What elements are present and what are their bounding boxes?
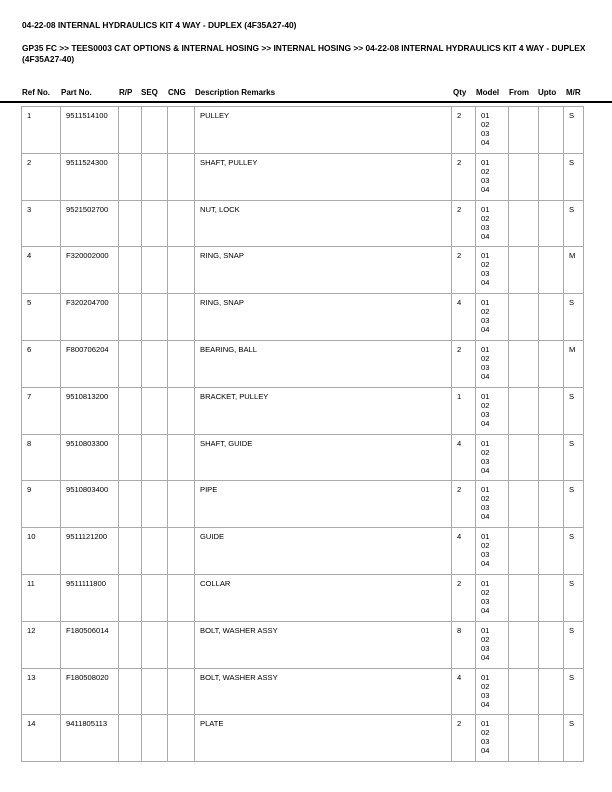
cell-upto [539, 715, 564, 762]
cell-part: F320002000 [61, 247, 119, 294]
cell-cng [168, 715, 195, 762]
cell-rp [119, 481, 142, 528]
cell-part: 9511121200 [61, 528, 119, 575]
cell-mr: S [564, 621, 584, 668]
cell-mr: S [564, 481, 584, 528]
table-row [22, 574, 584, 621]
cell-mr: S [564, 528, 584, 575]
cell-model: 01 02 03 04 [476, 247, 509, 294]
cell-seq [142, 247, 168, 294]
cell-seq [142, 434, 168, 481]
cell-upto [539, 481, 564, 528]
col-part: Part No. [61, 88, 92, 97]
cell-from [509, 481, 539, 528]
cell-mr: S [564, 200, 584, 247]
cell-rp [119, 294, 142, 341]
page-title: 04-22-08 INTERNAL HYDRAULICS KIT 4 WAY - DUPLEX (4F35A27-40) [22, 20, 297, 30]
parts-table [21, 106, 584, 762]
cell-upto [539, 668, 564, 715]
table-row [22, 294, 584, 341]
cell-part: 9510803300 [61, 434, 119, 481]
cell-qty: 2 [452, 107, 476, 154]
cell-desc: COLLAR [195, 574, 452, 621]
table-row [22, 528, 584, 575]
cell-rp [119, 340, 142, 387]
cell-mr: S [564, 574, 584, 621]
cell-desc: PIPE [195, 481, 452, 528]
cell-rp [119, 715, 142, 762]
cell-model: 01 02 03 04 [476, 434, 509, 481]
cell-desc: RING, SNAP [195, 247, 452, 294]
cell-ref: 13 [22, 668, 61, 715]
col-rp: R/P [119, 88, 133, 97]
cell-ref: 8 [22, 434, 61, 481]
cell-cng [168, 153, 195, 200]
cell-cng [168, 200, 195, 247]
table-row [22, 247, 584, 294]
cell-upto [539, 294, 564, 341]
cell-desc: BOLT, WASHER ASSY [195, 621, 452, 668]
cell-cng [168, 294, 195, 341]
cell-from [509, 247, 539, 294]
cell-part: F320204700 [61, 294, 119, 341]
cell-qty: 4 [452, 434, 476, 481]
cell-model: 01 02 03 04 [476, 294, 509, 341]
col-seq: SEQ [141, 88, 158, 97]
cell-qty: 8 [452, 621, 476, 668]
cell-seq [142, 574, 168, 621]
cell-seq [142, 294, 168, 341]
cell-mr: S [564, 294, 584, 341]
cell-rp [119, 574, 142, 621]
cell-upto [539, 200, 564, 247]
cell-from [509, 387, 539, 434]
cell-desc: PULLEY [195, 107, 452, 154]
cell-upto [539, 247, 564, 294]
cell-from [509, 668, 539, 715]
cell-seq [142, 621, 168, 668]
cell-from [509, 574, 539, 621]
cell-rp [119, 668, 142, 715]
header-divider [0, 101, 612, 103]
cell-rp [119, 387, 142, 434]
cell-ref: 4 [22, 247, 61, 294]
cell-seq [142, 153, 168, 200]
col-upto: Upto [538, 88, 557, 97]
cell-seq [142, 200, 168, 247]
cell-model: 01 02 03 04 [476, 668, 509, 715]
cell-ref: 11 [22, 574, 61, 621]
cell-from [509, 621, 539, 668]
table-row [22, 387, 584, 434]
cell-upto [539, 107, 564, 154]
cell-rp [119, 434, 142, 481]
cell-ref: 5 [22, 294, 61, 341]
cell-part: 9511514100 [61, 107, 119, 154]
table-row [22, 668, 584, 715]
cell-from [509, 528, 539, 575]
cell-model: 01 02 03 04 [476, 153, 509, 200]
breadcrumb: GP35 FC >> TEES0003 CAT OPTIONS & INTERNAL HOSING >> INTERNAL HOSING >> 04-22-08 INTERNAL HYDRAULICS KIT 4 WAY - DUPLEX (4F35A27-40) [22, 43, 586, 64]
cell-qty: 2 [452, 574, 476, 621]
cell-rp [119, 247, 142, 294]
cell-desc: PLATE [195, 715, 452, 762]
cell-qty: 2 [452, 247, 476, 294]
cell-cng [168, 621, 195, 668]
cell-cng [168, 387, 195, 434]
cell-model: 01 02 03 04 [476, 340, 509, 387]
cell-qty: 4 [452, 528, 476, 575]
cell-desc: BEARING, BALL [195, 340, 452, 387]
cell-mr: S [564, 434, 584, 481]
cell-upto [539, 574, 564, 621]
col-from: From [509, 88, 529, 97]
cell-desc: BRACKET, PULLEY [195, 387, 452, 434]
col-ref: Ref No. [22, 88, 50, 97]
col-mr: M/R [566, 88, 581, 97]
cell-from [509, 340, 539, 387]
cell-upto [539, 434, 564, 481]
table-row [22, 434, 584, 481]
cell-desc: GUIDE [195, 528, 452, 575]
table-row [22, 715, 584, 762]
table-row [22, 340, 584, 387]
cell-mr: S [564, 153, 584, 200]
cell-rp [119, 528, 142, 575]
cell-ref: 2 [22, 153, 61, 200]
cell-qty: 2 [452, 153, 476, 200]
cell-part: 9411805113 [61, 715, 119, 762]
cell-from [509, 153, 539, 200]
cell-mr: M [564, 340, 584, 387]
col-model: Model [476, 88, 500, 97]
cell-qty: 1 [452, 387, 476, 434]
cell-part: F180508020 [61, 668, 119, 715]
cell-model: 01 02 03 04 [476, 387, 509, 434]
cell-mr: S [564, 715, 584, 762]
cell-from [509, 294, 539, 341]
cell-model: 01 02 03 04 [476, 715, 509, 762]
cell-desc: BOLT, WASHER ASSY [195, 668, 452, 715]
cell-desc: RING, SNAP [195, 294, 452, 341]
cell-cng [168, 528, 195, 575]
cell-rp [119, 107, 142, 154]
cell-model: 01 02 03 04 [476, 574, 509, 621]
cell-cng [168, 247, 195, 294]
cell-seq [142, 107, 168, 154]
table-header [0, 88, 612, 102]
cell-qty: 4 [452, 668, 476, 715]
cell-seq [142, 340, 168, 387]
cell-ref: 12 [22, 621, 61, 668]
cell-mr: S [564, 387, 584, 434]
cell-ref: 14 [22, 715, 61, 762]
cell-part: F180506014 [61, 621, 119, 668]
cell-ref: 10 [22, 528, 61, 575]
cell-from [509, 107, 539, 154]
cell-mr: S [564, 668, 584, 715]
cell-qty: 2 [452, 481, 476, 528]
cell-desc: NUT, LOCK [195, 200, 452, 247]
cell-ref: 9 [22, 481, 61, 528]
cell-part: 9510813200 [61, 387, 119, 434]
cell-from [509, 715, 539, 762]
cell-rp [119, 153, 142, 200]
cell-rp [119, 621, 142, 668]
cell-seq [142, 387, 168, 434]
cell-mr: M [564, 247, 584, 294]
cell-from [509, 200, 539, 247]
table-row [22, 107, 584, 154]
cell-seq [142, 481, 168, 528]
cell-cng [168, 481, 195, 528]
cell-qty: 4 [452, 294, 476, 341]
cell-part: 9511111800 [61, 574, 119, 621]
cell-mr: S [564, 107, 584, 154]
cell-cng [168, 107, 195, 154]
cell-upto [539, 528, 564, 575]
cell-qty: 2 [452, 200, 476, 247]
cell-qty: 2 [452, 715, 476, 762]
cell-part: 9521502700 [61, 200, 119, 247]
table-row [22, 153, 584, 200]
cell-upto [539, 340, 564, 387]
cell-desc: SHAFT, GUIDE [195, 434, 452, 481]
cell-cng [168, 668, 195, 715]
cell-part: 9510803400 [61, 481, 119, 528]
cell-qty: 2 [452, 340, 476, 387]
cell-model: 01 02 03 04 [476, 200, 509, 247]
cell-cng [168, 340, 195, 387]
cell-from [509, 434, 539, 481]
table-row [22, 200, 584, 247]
cell-part: 9511524300 [61, 153, 119, 200]
cell-ref: 7 [22, 387, 61, 434]
cell-ref: 1 [22, 107, 61, 154]
cell-ref: 6 [22, 340, 61, 387]
table-row [22, 481, 584, 528]
col-qty: Qty [453, 88, 467, 97]
cell-upto [539, 621, 564, 668]
cell-upto [539, 387, 564, 434]
cell-rp [119, 200, 142, 247]
cell-model: 01 02 03 04 [476, 107, 509, 154]
cell-seq [142, 668, 168, 715]
col-desc: Description Remarks [195, 88, 276, 97]
cell-cng [168, 574, 195, 621]
cell-model: 01 02 03 04 [476, 528, 509, 575]
table-row [22, 621, 584, 668]
cell-model: 01 02 03 04 [476, 481, 509, 528]
cell-model: 01 02 03 04 [476, 621, 509, 668]
cell-part: F800706204 [61, 340, 119, 387]
cell-desc: SHAFT, PULLEY [195, 153, 452, 200]
cell-seq [142, 528, 168, 575]
cell-upto [539, 153, 564, 200]
col-cng: CNG [168, 88, 186, 97]
cell-seq [142, 715, 168, 762]
cell-ref: 3 [22, 200, 61, 247]
cell-cng [168, 434, 195, 481]
